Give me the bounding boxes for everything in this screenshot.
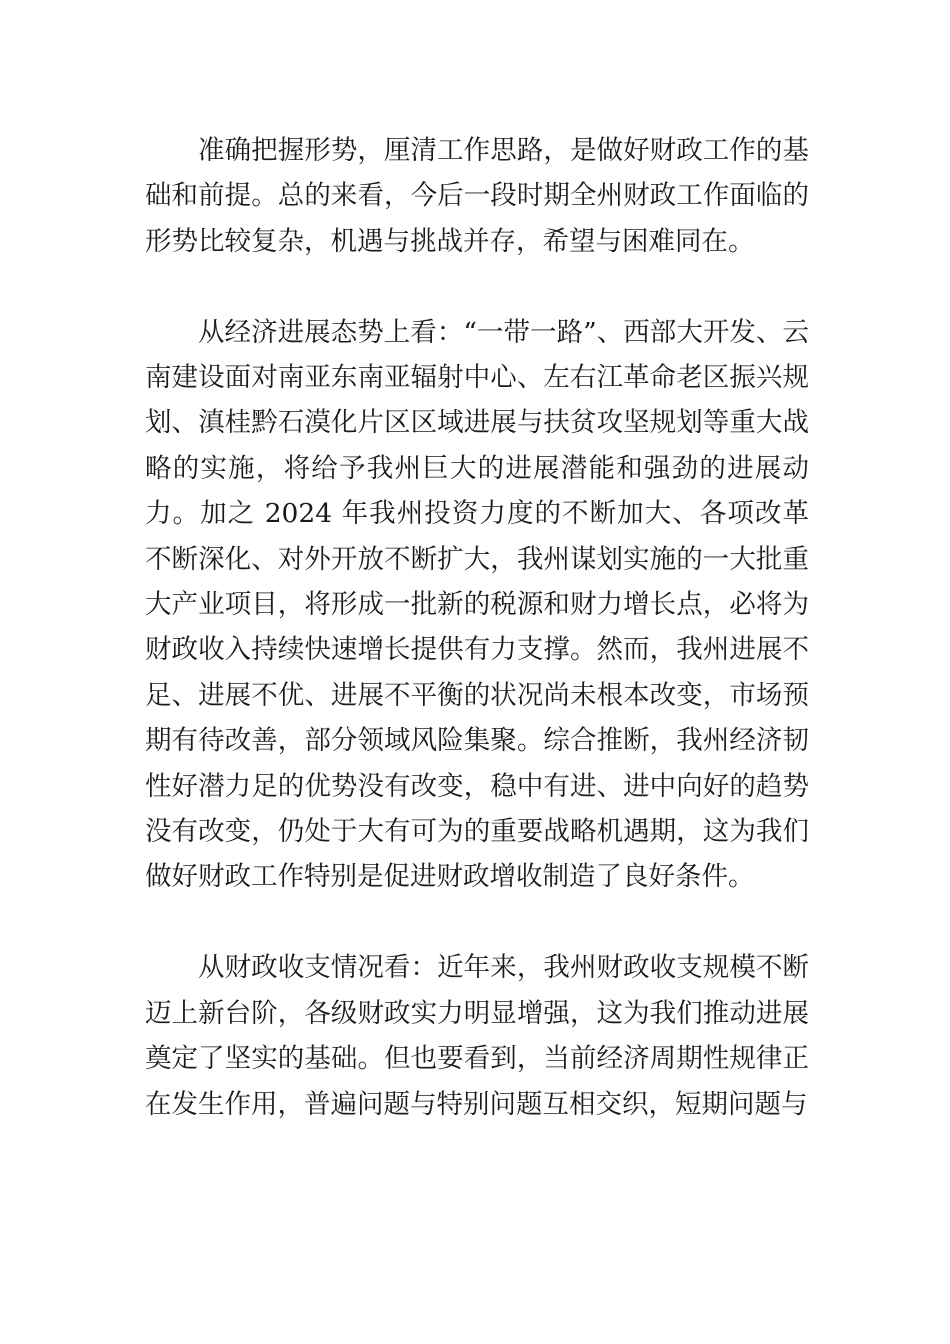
paragraph-situation-overview: 准确把握形势，厘清工作思路，是做好财政工作的基础和前提。总的来看，今后一段时期全州财政工作面临的形势比较复杂，机遇与挑战并存，希望与困难同在。 — [145, 135, 809, 257]
document-page — [145, 128, 809, 1127]
paragraph-economic-trend: 从经济进展态势上看：“一带一路”、西部大开发、云南建设面对南亚东南亚辐射中心、左右江革命老区振兴规划、滇桂黔石漠化片区区域进展与扶贫攻坚规划等重大战略的实施，将给予我州巨大的进展潜能和强劲的进展动力。加之 2024 年我州投资力度的不断加大、各项改革不断深化、对外开放不断扩大，我州谋划实施的一大批重大产业项目，将形成一批新的税源和财力增长点，必将为财政收入持续快速增长提供有力支撑。然而，我州进展不足、进展不优、进展不平衡的状况尚未根本改变，市场预期有待改善，部分领域风险集聚。综合推断，我州经济韧性好潜力足的优势没有改变，稳中有进、进中向好的趋势没有改变，仍处于大有可为的重要战略机遇期，这为我们做好财政工作特别是促进财政增收制造了良好条件。 — [145, 316, 809, 893]
paragraph-fiscal-revenue-expenditure: 从财政收支情况看：近年来，我州财政收支规模不断迈上新台阶，各级财政实力明显增强，这为我们推动进展奠定了坚实的基础。但也要看到，当前经济周期性规律正在发生作用，普遍问题与特别问题互相交织，短期问题与 — [145, 952, 809, 1120]
